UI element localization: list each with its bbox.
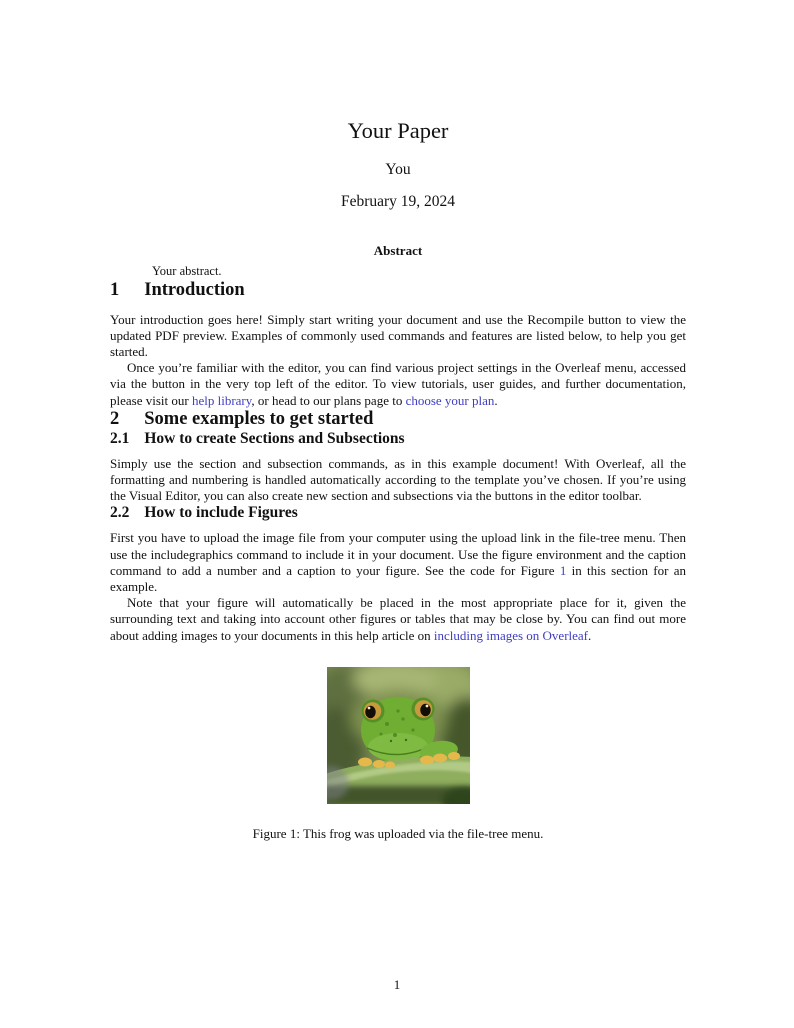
section-1-heading — [110, 280, 686, 301]
figure-1-caption: Figure 1: This frog was uploaded via the file-tree menu. — [252, 825, 544, 841]
section-2-number: 2 — [110, 408, 120, 429]
frog-photo — [327, 667, 470, 804]
figures-paragraph-1 — [110, 530, 686, 595]
help-library-link[interactable]: help library — [191, 392, 252, 408]
abstract-text: Your abstract. — [152, 264, 222, 278]
section-1-number: 1 — [110, 279, 120, 300]
section-2-title: Some examples to get started — [144, 408, 374, 429]
figure-1-reference-link[interactable]: 1 — [559, 562, 567, 578]
subsection-2-2-title: How to include Figures — [144, 504, 298, 522]
figures-paragraph-1-text: in this section for an example. — [110, 562, 686, 594]
subsection-2-1-paragraph: Simply use the section and subsection commands, as in this example document! With Overleaf, all the formatting and numbering is handled automatically according to the template you’ve chosen. If you’re using the Visual Editor, you can also create new section and subsections via the buttons in the editor toolbar. — [110, 455, 686, 504]
subsection-2-1-number: 2.1 — [110, 429, 130, 447]
intro-paragraph-2 — [110, 360, 686, 409]
page-number: 1 — [393, 977, 401, 992]
figures-paragraph-2-text: Note that your figure will automatically be placed in the most appropriate place for it, given the surrounding text and taking into account other figures or tables that may be close by. You can find out more about adding images to your documents in this help article on — [110, 595, 686, 643]
choose-your-plan-link[interactable]: choose your plan — [405, 392, 495, 408]
intro-paragraph-2-text: Once you’re familiar with the editor, you can find various project settings in the Overleaf menu, accessed via the button in the very top left of the editor. To view tutorials, user guides, and further documentation, please visit our — [110, 360, 686, 408]
figures-paragraph-2-text: . — [588, 627, 592, 643]
paper-date: February 19, 2024 — [340, 193, 456, 210]
figures-paragraph-2 — [110, 595, 686, 644]
figures-paragraph-1-text: First you have to upload the image file from your computer using the upload link in the file-tree menu. Then use the includegraphics command to include it in your document. Use the figure environment and the caption command to add a number and a caption to your figure. See the code for Figure — [110, 530, 686, 578]
subsection-2-1-title: How to create Sections and Subsections — [144, 429, 405, 447]
section-1-title: Introduction — [144, 279, 245, 300]
abstract-heading: Abstract — [373, 243, 423, 258]
section-2-heading — [110, 409, 686, 430]
intro-paragraph-2-text: . — [494, 392, 498, 408]
paper-title: Your Paper — [347, 118, 449, 143]
subsection-2-1-heading — [110, 430, 686, 448]
intro-paragraph-2-text: , or head to our plans page to — [251, 392, 406, 408]
figure-1 — [110, 667, 686, 842]
including-images-link[interactable]: including images on Overleaf — [433, 627, 589, 643]
subsection-2-2-heading — [110, 504, 686, 522]
paper-author: You — [385, 161, 411, 178]
intro-paragraph-1: Your introduction goes here! Simply start writing your document and use the Recompile button to view the updated PDF preview. Examples of commonly used commands and features are listed below, to help you get started. — [110, 311, 686, 359]
subsection-2-2-number: 2.2 — [110, 504, 130, 522]
